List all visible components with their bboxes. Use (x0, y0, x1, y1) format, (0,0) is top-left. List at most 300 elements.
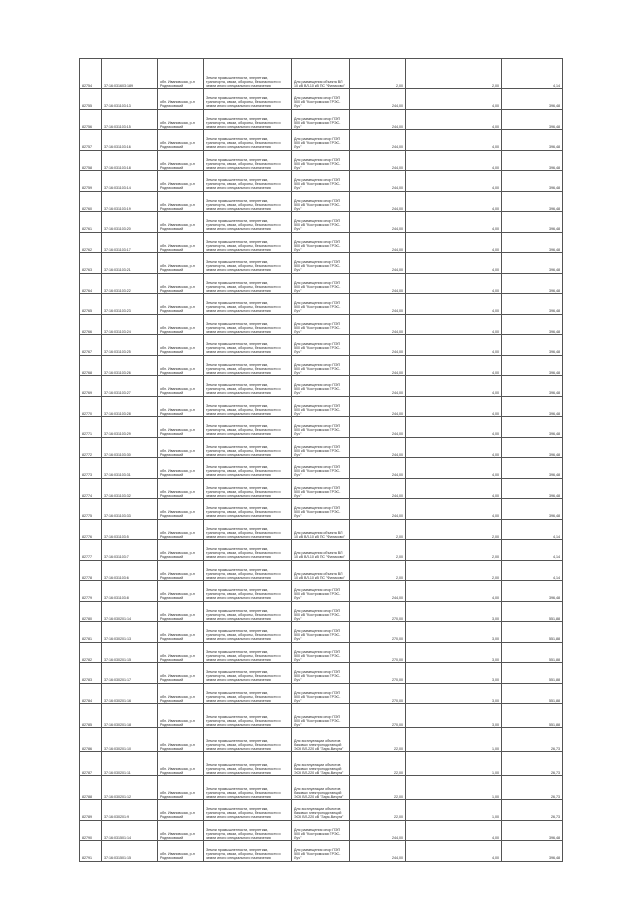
address-cell: обл. Ивановская, р-н Родниковский (158, 841, 204, 862)
land-category-cell: Земли промышленности, энергетики, транспорта, связи, обороны, безопасности и земли иного специального назначения (204, 601, 292, 622)
row-id-cell: 82774 (80, 478, 102, 499)
table-row (80, 109, 563, 130)
cadastral-number-cell: 37:16:030201:12 (102, 776, 158, 800)
land-category-cell: Земли промышленности, энергетики, транспорта, связи, обороны, безопасности и земли иного специального назначения (204, 752, 292, 776)
cadastral-number-cell: 37:16:031103:33 (102, 499, 158, 520)
rate-cell: 3,00 (406, 601, 502, 622)
land-category-cell: Земли промышленности, энергетики, транспорта, связи, обороны, безопасности и земли иного специального назначения (204, 704, 292, 728)
address-cell: обл. Ивановская, р-н Родниковский (158, 642, 204, 663)
table-row (80, 314, 563, 335)
table-row (80, 89, 563, 110)
address-cell: обл. Ивановская, р-н Родниковский (158, 150, 204, 171)
table-row (80, 273, 563, 294)
cadastral-number-cell: 37:16:030201:13 (102, 622, 158, 643)
table-row (80, 376, 563, 397)
area-cell: 244,00 (350, 478, 406, 499)
permitted-use-cell: Для размещения опор ПЭП 500 кВ "Костромская ГРЭС-Луч" (292, 109, 350, 130)
cadastral-number-cell: 37:16:031103:25 (102, 335, 158, 356)
row-id-cell: 82784 (80, 683, 102, 704)
rate-cell: 4,00 (406, 191, 502, 212)
permitted-use-cell: Для размещения объекта ВЛ 10 кВ ВЛ-10 кВ ПС "Филиково" (292, 540, 350, 561)
total-cell: 396,48 (502, 499, 563, 520)
rate-cell: 4,00 (406, 273, 502, 294)
area-cell: 244,00 (350, 150, 406, 171)
permitted-use-cell: Для размещения опор ПЭП 500 кВ "Костромская ГРЭС-Луч" (292, 171, 350, 192)
permitted-use-cell: Для размещения опор ПЭП 500 кВ "Костромская ГРЭС-Луч" (292, 437, 350, 458)
area-cell: 244,00 (350, 130, 406, 151)
land-category-cell: Земли промышленности, энергетики, транспорта, связи, обороны, безопасности и земли иного специального назначения (204, 581, 292, 602)
area-cell: 244,00 (350, 232, 406, 253)
cadastral-number-cell: 37:16:031103:16 (102, 130, 158, 151)
address-cell: обл. Ивановская, р-н Родниковский (158, 273, 204, 294)
rate-cell: 4,00 (406, 212, 502, 233)
address-cell: обл. Ивановская, р-н Родниковский (158, 728, 204, 752)
address-cell: обл. Ивановская, р-н Родниковский (158, 335, 204, 356)
table-row (80, 232, 563, 253)
cadastral-number-cell: 37:16:031103:6 (102, 560, 158, 581)
cadastral-number-cell: 37:16:031103:23 (102, 294, 158, 315)
area-cell: 244,00 (350, 841, 406, 862)
table-row (80, 841, 563, 862)
address-cell: обл. Ивановская, р-н Родниковский (158, 622, 204, 643)
row-id-cell: 82780 (80, 601, 102, 622)
address-cell: обл. Ивановская, р-н Родниковский (158, 355, 204, 376)
table-row (80, 622, 563, 643)
land-category-cell: Земли промышленности, энергетики, транспорта, связи, обороны, безопасности и земли иного специального назначения (204, 171, 292, 192)
permitted-use-cell: Для размещения опор ПЭП 500 кВ "Костромская ГРЭС-Луч" (292, 820, 350, 841)
row-id-cell: 82757 (80, 130, 102, 151)
address-cell: обл. Ивановская, р-н Родниковский (158, 540, 204, 561)
address-cell: обл. Ивановская, р-н Родниковский (158, 776, 204, 800)
table-row (80, 499, 563, 520)
land-category-cell: Земли промышленности, энергетики, транспорта, связи, обороны, безопасности и земли иного специального назначения (204, 376, 292, 397)
row-id-cell: 82756 (80, 109, 102, 130)
row-id-cell: 82791 (80, 841, 102, 862)
total-cell: 551,88 (502, 704, 563, 728)
rate-cell: 4,00 (406, 376, 502, 397)
area-cell: 270,00 (350, 704, 406, 728)
total-cell: 396,48 (502, 212, 563, 233)
rate-cell: 4,00 (406, 150, 502, 171)
area-cell: 244,00 (350, 499, 406, 520)
table-row (80, 59, 563, 89)
rate-cell: 4,00 (406, 458, 502, 479)
table-row (80, 820, 563, 841)
cadastral-number-cell: 37:16:030201:9 (102, 800, 158, 821)
land-category-cell: Земли промышленности, энергетики, транспорта, связи, обороны, безопасности и земли иного специального назначения (204, 642, 292, 663)
land-category-cell: Земли промышленности, энергетики, транспорта, связи, обороны, безопасности и земли иного специального назначения (204, 499, 292, 520)
permitted-use-cell: Для размещения опор ПЭП 500 кВ "Костромская ГРЭС-Луч" (292, 150, 350, 171)
area-cell: 244,00 (350, 437, 406, 458)
table-row (80, 417, 563, 438)
land-category-cell: Земли промышленности, энергетики, транспорта, связи, обороны, безопасности и земли иного специального назначения (204, 776, 292, 800)
permitted-use-cell: Для размещения опор ПЭП 500 кВ "Костромская ГРЭС-Луч" (292, 253, 350, 274)
permitted-use-cell: Для размещения опор ПЭП 500 кВ "Костромская ГРЭС-Луч" (292, 191, 350, 212)
row-id-cell: 82760 (80, 191, 102, 212)
permitted-use-cell: Для размещения опор ПЭП 500 кВ "Костромская ГРЭС-Луч" (292, 89, 350, 110)
total-cell: 551,88 (502, 642, 563, 663)
land-category-cell: Земли промышленности, энергетики, транспорта, связи, обороны, безопасности и земли иного специального назначения (204, 458, 292, 479)
table-row (80, 728, 563, 752)
row-id-cell: 82755 (80, 89, 102, 110)
row-id-cell: 82782 (80, 642, 102, 663)
land-category-cell: Земли промышленности, энергетики, транспорта, связи, обороны, безопасности и земли иного специального назначения (204, 396, 292, 417)
table-row (80, 776, 563, 800)
land-category-cell: Земли промышленности, энергетики, транспорта, связи, обороны, безопасности и земли иного специального назначения (204, 355, 292, 376)
address-cell: обл. Ивановская, р-н Родниковский (158, 704, 204, 728)
area-cell: 2,00 (350, 560, 406, 581)
area-cell: 244,00 (350, 191, 406, 212)
cadastral-number-cell: 37:16:031103:8 (102, 581, 158, 602)
total-cell: 396,48 (502, 335, 563, 356)
land-category-cell: Земли промышленности, энергетики, транспорта, связи, обороны, безопасности и земли иного специального назначения (204, 59, 292, 89)
cadastral-number-cell: 37:16:031103:18 (102, 150, 158, 171)
total-cell: 4,14 (502, 560, 563, 581)
row-id-cell: 82759 (80, 171, 102, 192)
row-id-cell: 82787 (80, 752, 102, 776)
permitted-use-cell: Для размещения объекта ВЛ 10 кВ ВЛ-10 кВ ПС "Филиково" (292, 59, 350, 89)
area-cell: 244,00 (350, 376, 406, 397)
row-id-cell: 82786 (80, 728, 102, 752)
total-cell: 551,88 (502, 663, 563, 684)
table-row (80, 294, 563, 315)
address-cell: обл. Ивановская, р-н Родниковский (158, 109, 204, 130)
address-cell: обл. Ивановская, р-н Родниковский (158, 253, 204, 274)
cadastral-number-cell: 37:16:031603:189 (102, 59, 158, 89)
land-category-cell: Земли промышленности, энергетики, транспорта, связи, обороны, безопасности и земли иного специального назначения (204, 130, 292, 151)
row-id-cell: 82762 (80, 232, 102, 253)
row-id-cell: 82767 (80, 335, 102, 356)
total-cell: 396,48 (502, 150, 563, 171)
land-category-cell: Земли промышленности, энергетики, транспорта, связи, обороны, безопасности и земли иного специального назначения (204, 109, 292, 130)
area-cell: 2,00 (350, 540, 406, 561)
permitted-use-cell: Для размещения опор ПЭП 500 кВ "Костромская ГРЭС-Луч" (292, 232, 350, 253)
rate-cell: 4,00 (406, 396, 502, 417)
table-row (80, 355, 563, 376)
table-row (80, 601, 563, 622)
total-cell: 4,14 (502, 540, 563, 561)
area-cell: 244,00 (350, 458, 406, 479)
area-cell: 244,00 (350, 212, 406, 233)
table-row (80, 171, 563, 192)
area-cell: 270,00 (350, 601, 406, 622)
permitted-use-cell: Для размещения опор ПЭП 500 кВ "Костромская ГРЭС-Луч" (292, 314, 350, 335)
table-row (80, 478, 563, 499)
rate-cell: 4,00 (406, 820, 502, 841)
address-cell: обл. Ивановская, р-н Родниковский (158, 130, 204, 151)
total-cell: 396,48 (502, 581, 563, 602)
land-category-cell: Земли промышленности, энергетики, транспорта, связи, обороны, безопасности и земли иного специального назначения (204, 622, 292, 643)
land-category-cell: Земли промышленности, энергетики, транспорта, связи, обороны, безопасности и земли иного специального назначения (204, 519, 292, 540)
permitted-use-cell: Для размещения опор ПЭП 500 кВ "Костромская ГРЭС-Луч" (292, 458, 350, 479)
land-category-cell: Земли промышленности, энергетики, транспорта, связи, обороны, безопасности и земли иного специального назначения (204, 437, 292, 458)
permitted-use-cell: Для размещения опор ПЭП 500 кВ "Костромская ГРЭС-Луч" (292, 581, 350, 602)
rate-cell: 4,00 (406, 437, 502, 458)
permitted-use-cell: Для размещения опор ПЭП 500 кВ "Костромская ГРЭС-Луч" (292, 622, 350, 643)
total-cell: 396,48 (502, 232, 563, 253)
land-category-cell: Земли промышленности, энергетики, транспорта, связи, обороны, безопасности и земли иного специального назначения (204, 540, 292, 561)
permitted-use-cell: Для размещения опор ПЭП 500 кВ "Костромская ГРЭС-Луч" (292, 273, 350, 294)
cadastral-number-cell: 37:16:031501:14 (102, 820, 158, 841)
row-id-cell: 82770 (80, 396, 102, 417)
row-id-cell: 82772 (80, 437, 102, 458)
cadastral-number-cell: 37:16:030201:10 (102, 728, 158, 752)
cadastral-number-cell: 37:16:031103:30 (102, 437, 158, 458)
rate-cell: 4,00 (406, 171, 502, 192)
table-body (80, 59, 563, 862)
table-row (80, 800, 563, 821)
rate-cell: 4,00 (406, 89, 502, 110)
cadastral-number-cell: 37:16:031103:19 (102, 191, 158, 212)
table-row (80, 752, 563, 776)
area-cell: 270,00 (350, 663, 406, 684)
address-cell: обл. Ивановская, р-н Родниковский (158, 752, 204, 776)
permitted-use-cell: Для размещения опор ПЭП 500 кВ "Костромская ГРЭС-Луч" (292, 417, 350, 438)
total-cell: 396,48 (502, 417, 563, 438)
area-cell: 2,00 (350, 519, 406, 540)
cadastral-number-cell: 37:16:031103:13 (102, 89, 158, 110)
table-row (80, 704, 563, 728)
permitted-use-cell: Для размещения опор ПЭП 500 кВ "Костромская ГРЭС-Луч" (292, 376, 350, 397)
permitted-use-cell: Для размещения опор ПЭП 500 кВ "Костромская ГРЭС-Луч" (292, 478, 350, 499)
cadastral-number-cell: 37:16:030201:17 (102, 663, 158, 684)
rate-cell: 2,00 (406, 560, 502, 581)
row-id-cell: 82776 (80, 519, 102, 540)
address-cell: обл. Ивановская, р-н Родниковский (158, 417, 204, 438)
table-row (80, 130, 563, 151)
address-cell: обл. Ивановская, р-н Родниковский (158, 820, 204, 841)
cadastral-number-cell: 37:16:031103:15 (102, 109, 158, 130)
table-row (80, 663, 563, 684)
cadastral-number-cell: 37:16:031103:26 (102, 355, 158, 376)
total-cell: 26,73 (502, 728, 563, 752)
land-category-cell: Земли промышленности, энергетики, транспорта, связи, обороны, безопасности и земли иного специального назначения (204, 728, 292, 752)
area-cell: 244,00 (350, 294, 406, 315)
total-cell: 396,48 (502, 458, 563, 479)
rate-cell: 1,00 (406, 752, 502, 776)
rate-cell: 2,00 (406, 540, 502, 561)
rate-cell: 2,00 (406, 59, 502, 89)
table-row (80, 581, 563, 602)
rate-cell: 2,00 (406, 519, 502, 540)
address-cell: обл. Ивановская, р-н Родниковский (158, 376, 204, 397)
address-cell: обл. Ивановская, р-н Родниковский (158, 663, 204, 684)
row-id-cell: 82754 (80, 59, 102, 89)
table-row (80, 396, 563, 417)
area-cell: 244,00 (350, 171, 406, 192)
area-cell: 22,00 (350, 728, 406, 752)
land-category-cell: Земли промышленности, энергетики, транспорта, связи, обороны, безопасности и земли иного специального назначения (204, 212, 292, 233)
rate-cell: 3,00 (406, 642, 502, 663)
permitted-use-cell: Для размещения опор ПЭП 500 кВ "Костромская ГРЭС-Луч" (292, 499, 350, 520)
permitted-use-cell: Для размещения опор ПЭП 500 кВ "Костромская ГРЭС-Луч" (292, 294, 350, 315)
row-id-cell: 82785 (80, 704, 102, 728)
total-cell: 396,48 (502, 191, 563, 212)
rate-cell: 4,00 (406, 314, 502, 335)
cadastral-number-cell: 37:16:031103:29 (102, 417, 158, 438)
total-cell: 396,48 (502, 355, 563, 376)
total-cell: 26,73 (502, 800, 563, 821)
rate-cell: 4,00 (406, 232, 502, 253)
cadastral-number-cell: 37:16:031103:5 (102, 519, 158, 540)
area-cell: 270,00 (350, 622, 406, 643)
address-cell: обл. Ивановская, р-н Родниковский (158, 560, 204, 581)
area-cell: 244,00 (350, 355, 406, 376)
permitted-use-cell: Для размещения опор ПЭП 500 кВ "Костромская ГРЭС-Луч" (292, 642, 350, 663)
row-id-cell: 82788 (80, 776, 102, 800)
row-id-cell: 82768 (80, 355, 102, 376)
total-cell: 4,14 (502, 59, 563, 89)
total-cell: 551,88 (502, 622, 563, 643)
area-cell: 270,00 (350, 642, 406, 663)
cadastral-number-cell: 37:16:031103:14 (102, 171, 158, 192)
table-row (80, 150, 563, 171)
cadastral-number-cell: 37:16:031103:22 (102, 273, 158, 294)
cadastral-number-cell: 37:16:030201:14 (102, 601, 158, 622)
permitted-use-cell: Для эксплуатации объектов базовых электроподстанций ЭСК ВЛ-220 кВ "Заря-Вичуга" (292, 800, 350, 821)
rate-cell: 4,00 (406, 335, 502, 356)
permitted-use-cell: Для размещения опор ПЭП 500 кВ "Костромская ГРЭС-Луч" (292, 212, 350, 233)
land-category-cell: Земли промышленности, энергетики, транспорта, связи, обороны, безопасности и земли иного специального назначения (204, 150, 292, 171)
land-category-cell: Земли промышленности, энергетики, транспорта, связи, обороны, безопасности и земли иного специального назначения (204, 841, 292, 862)
row-id-cell: 82763 (80, 253, 102, 274)
address-cell: обл. Ивановская, р-н Родниковский (158, 396, 204, 417)
address-cell: обл. Ивановская, р-н Родниковский (158, 601, 204, 622)
permitted-use-cell: Для размещения объекта ВЛ 10 кВ ВЛ-10 кВ ПС "Филиково" (292, 560, 350, 581)
rate-cell: 4,00 (406, 355, 502, 376)
area-cell: 244,00 (350, 820, 406, 841)
row-id-cell: 82771 (80, 417, 102, 438)
permitted-use-cell: Для размещения опор ПЭП 500 кВ "Костромская ГРЭС-Луч" (292, 601, 350, 622)
permitted-use-cell: Для размещения опор ПЭП 500 кВ "Костромская ГРЭС-Луч" (292, 704, 350, 728)
rate-cell: 4,00 (406, 478, 502, 499)
land-category-cell: Земли промышленности, энергетики, транспорта, связи, обороны, безопасности и земли иного специального назначения (204, 253, 292, 274)
row-id-cell: 82783 (80, 663, 102, 684)
cadastral-number-cell: 37:16:030201:11 (102, 752, 158, 776)
permitted-use-cell: Для размещения опор ПЭП 500 кВ "Костромская ГРЭС-Луч" (292, 663, 350, 684)
total-cell: 551,88 (502, 601, 563, 622)
total-cell: 396,48 (502, 820, 563, 841)
row-id-cell: 82765 (80, 294, 102, 315)
table-row (80, 191, 563, 212)
row-id-cell: 82758 (80, 150, 102, 171)
row-id-cell: 82781 (80, 622, 102, 643)
area-cell: 22,00 (350, 776, 406, 800)
rate-cell: 1,00 (406, 728, 502, 752)
rate-cell: 3,00 (406, 622, 502, 643)
rate-cell: 4,00 (406, 130, 502, 151)
row-id-cell: 82779 (80, 581, 102, 602)
total-cell: 396,48 (502, 294, 563, 315)
cadastral-number-cell: 37:16:031103:20 (102, 212, 158, 233)
cadastral-number-cell: 37:16:031103:24 (102, 314, 158, 335)
land-category-cell: Земли промышленности, энергетики, транспорта, связи, обороны, безопасности и земли иного специального назначения (204, 683, 292, 704)
cadastral-number-cell: 37:16:031501:15 (102, 841, 158, 862)
permitted-use-cell: Для эксплуатации объектов базовых электроподстанций ЭСК ВЛ-220 кВ "Заря-Вичуга" (292, 728, 350, 752)
cadastral-number-cell: 37:16:030201:16 (102, 683, 158, 704)
total-cell: 396,48 (502, 376, 563, 397)
permitted-use-cell: Для размещения опор ПЭП 500 кВ "Костромская ГРЭС-Луч" (292, 396, 350, 417)
row-id-cell: 82790 (80, 820, 102, 841)
land-category-cell: Земли промышленности, энергетики, транспорта, связи, обороны, безопасности и земли иного специального назначения (204, 417, 292, 438)
rate-cell: 4,00 (406, 294, 502, 315)
cadastral-number-cell: 37:16:030201:18 (102, 704, 158, 728)
rate-cell: 4,00 (406, 499, 502, 520)
land-category-cell: Земли промышленности, энергетики, транспорта, связи, обороны, безопасности и земли иного специального назначения (204, 232, 292, 253)
address-cell: обл. Ивановская, р-н Родниковский (158, 581, 204, 602)
row-id-cell: 82778 (80, 560, 102, 581)
land-category-cell: Земли промышленности, энергетики, транспорта, связи, обороны, безопасности и земли иного специального назначения (204, 560, 292, 581)
row-id-cell: 82769 (80, 376, 102, 397)
rate-cell: 1,00 (406, 776, 502, 800)
cadastral-number-cell: 37:16:031103:31 (102, 458, 158, 479)
rate-cell: 4,00 (406, 581, 502, 602)
address-cell: обл. Ивановская, р-н Родниковский (158, 89, 204, 110)
total-cell: 26,73 (502, 752, 563, 776)
total-cell: 396,48 (502, 273, 563, 294)
total-cell: 396,48 (502, 396, 563, 417)
rate-cell: 3,00 (406, 663, 502, 684)
cadastral-number-cell: 37:16:031103:17 (102, 232, 158, 253)
rate-cell: 4,00 (406, 417, 502, 438)
land-category-cell: Земли промышленности, энергетики, транспорта, связи, обороны, безопасности и земли иного специального назначения (204, 294, 292, 315)
permitted-use-cell: Для размещения опор ПЭП 500 кВ "Костромская ГРЭС-Луч" (292, 355, 350, 376)
table-row (80, 642, 563, 663)
row-id-cell: 82789 (80, 800, 102, 821)
table-row (80, 437, 563, 458)
area-cell: 244,00 (350, 581, 406, 602)
permitted-use-cell: Для размещения объекта ВЛ 10 кВ ВЛ-10 кВ ПС "Филиково" (292, 519, 350, 540)
address-cell: обл. Ивановская, р-н Родниковский (158, 519, 204, 540)
permitted-use-cell: Для размещения опор ПЭП 500 кВ "Костромская ГРЭС-Луч" (292, 841, 350, 862)
table-row (80, 253, 563, 274)
row-id-cell: 82777 (80, 540, 102, 561)
row-id-cell: 82775 (80, 499, 102, 520)
total-cell: 4,14 (502, 519, 563, 540)
area-cell: 244,00 (350, 109, 406, 130)
total-cell: 396,48 (502, 130, 563, 151)
address-cell: обл. Ивановская, р-н Родниковский (158, 212, 204, 233)
address-cell: обл. Ивановская, р-н Родниковский (158, 59, 204, 89)
land-category-cell: Земли промышленности, энергетики, транспорта, связи, обороны, безопасности и земли иного специального назначения (204, 314, 292, 335)
address-cell: обл. Ивановская, р-н Родниковский (158, 499, 204, 520)
row-id-cell: 82764 (80, 273, 102, 294)
land-category-cell: Земли промышленности, энергетики, транспорта, связи, обороны, безопасности и земли иного специального назначения (204, 89, 292, 110)
total-cell: 551,88 (502, 683, 563, 704)
area-cell: 22,00 (350, 800, 406, 821)
permitted-use-cell: Для размещения опор ПЭП 500 кВ "Костромская ГРЭС-Луч" (292, 683, 350, 704)
address-cell: обл. Ивановская, р-н Родниковский (158, 478, 204, 499)
land-category-cell: Земли промышленности, энергетики, транспорта, связи, обороны, безопасности и земли иного специального назначения (204, 820, 292, 841)
table-row (80, 458, 563, 479)
address-cell: обл. Ивановская, р-н Родниковский (158, 171, 204, 192)
permitted-use-cell: Для эксплуатации объектов базовых электроподстанций ЭСК ВЛ-220 кВ "Заря-Вичуга" (292, 752, 350, 776)
address-cell: обл. Ивановская, р-н Родниковский (158, 314, 204, 335)
cadastral-number-cell: 37:16:031103:7 (102, 540, 158, 561)
total-cell: 396,48 (502, 314, 563, 335)
rate-cell: 3,00 (406, 704, 502, 728)
cadastral-number-cell: 37:16:031103:21 (102, 253, 158, 274)
row-id-cell: 82773 (80, 458, 102, 479)
land-category-cell: Земли промышленности, энергетики, транспорта, связи, обороны, безопасности и земли иного специального назначения (204, 478, 292, 499)
land-category-cell: Земли промышленности, энергетики, транспорта, связи, обороны, безопасности и земли иного специального назначения (204, 800, 292, 821)
area-cell: 270,00 (350, 683, 406, 704)
table-row (80, 560, 563, 581)
table-row (80, 683, 563, 704)
table-row (80, 540, 563, 561)
permitted-use-cell: Для размещения опор ПЭП 500 кВ "Костромская ГРЭС-Луч" (292, 335, 350, 356)
land-plots-table (79, 58, 563, 862)
